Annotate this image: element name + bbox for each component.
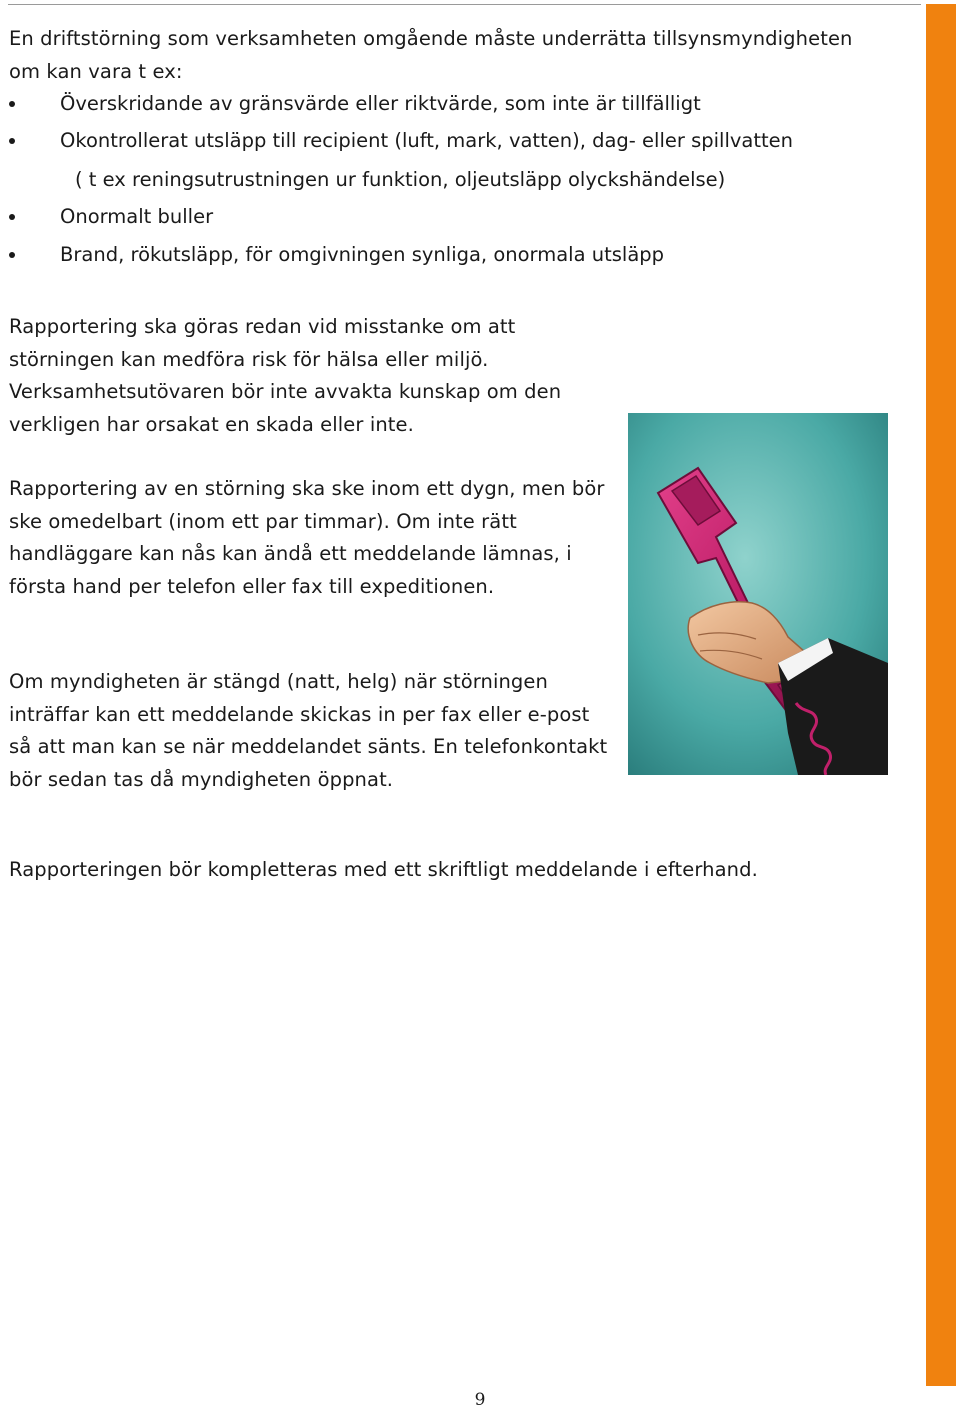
list-item-text: Okontrollerat utsläpp till recipient (luft, mark, vatten), dag- eller spillvatten bbox=[60, 129, 794, 152]
accent-sidebar-bar bbox=[926, 4, 956, 1386]
intro-paragraph: En driftstörning som verksamheten omgående måste underrätta tillsynsmyndigheten om kan vara t ex: bbox=[9, 27, 853, 83]
bullet-icon bbox=[9, 138, 15, 144]
written-followup-paragraph: Rapporteringen bör kompletteras med ett skriftligt meddelande i efterhand. bbox=[9, 858, 758, 881]
bullet-continuation: ( t ex reningsutrustningen ur funktion, oljeutsläpp olyckshändelse) bbox=[75, 168, 726, 191]
bullet-icon bbox=[9, 101, 15, 107]
list-item-text: Överskridande av gränsvärde eller riktvärde, som inte är tillfälligt bbox=[60, 92, 701, 115]
after-hours-paragraph: Om myndigheten är stängd (natt, helg) när störningen inträffar kan ett meddelande skickas in per fax eller e-post så att man kan se när meddelandet sänts. En telefonkontakt bör sedan tas då myndigheten öppnat. bbox=[9, 670, 608, 791]
reporting-suspicion-paragraph: Rapportering ska göras redan vid misstanke om att störningen kan medföra risk för hälsa eller miljö. Verksamhetsutövaren bör inte avvakta kunskap om den verkligen har orsakat en skada eller inte. bbox=[9, 315, 562, 436]
page-number: 9 bbox=[474, 1390, 486, 1410]
list-item-text: Brand, rökutsläpp, för omgivningen synliga, onormala utsläpp bbox=[60, 243, 665, 266]
bullet-icon bbox=[9, 214, 15, 220]
hand-holding-phone-image bbox=[628, 413, 888, 775]
suit-sleeve bbox=[778, 638, 888, 775]
list-item-text: Onormalt buller bbox=[60, 205, 214, 228]
reporting-deadline-paragraph: Rapportering av en störning ska ske inom ett dygn, men bör ske omedelbart (inom ett par timmar). Om inte rätt handläggare kan nås kan ändå ett meddelande lämnas, i första hand per telefon eller fax till expeditionen. bbox=[9, 477, 605, 598]
top-rule bbox=[8, 4, 921, 5]
telephone-photo bbox=[628, 413, 888, 775]
bullet-icon bbox=[9, 252, 15, 258]
